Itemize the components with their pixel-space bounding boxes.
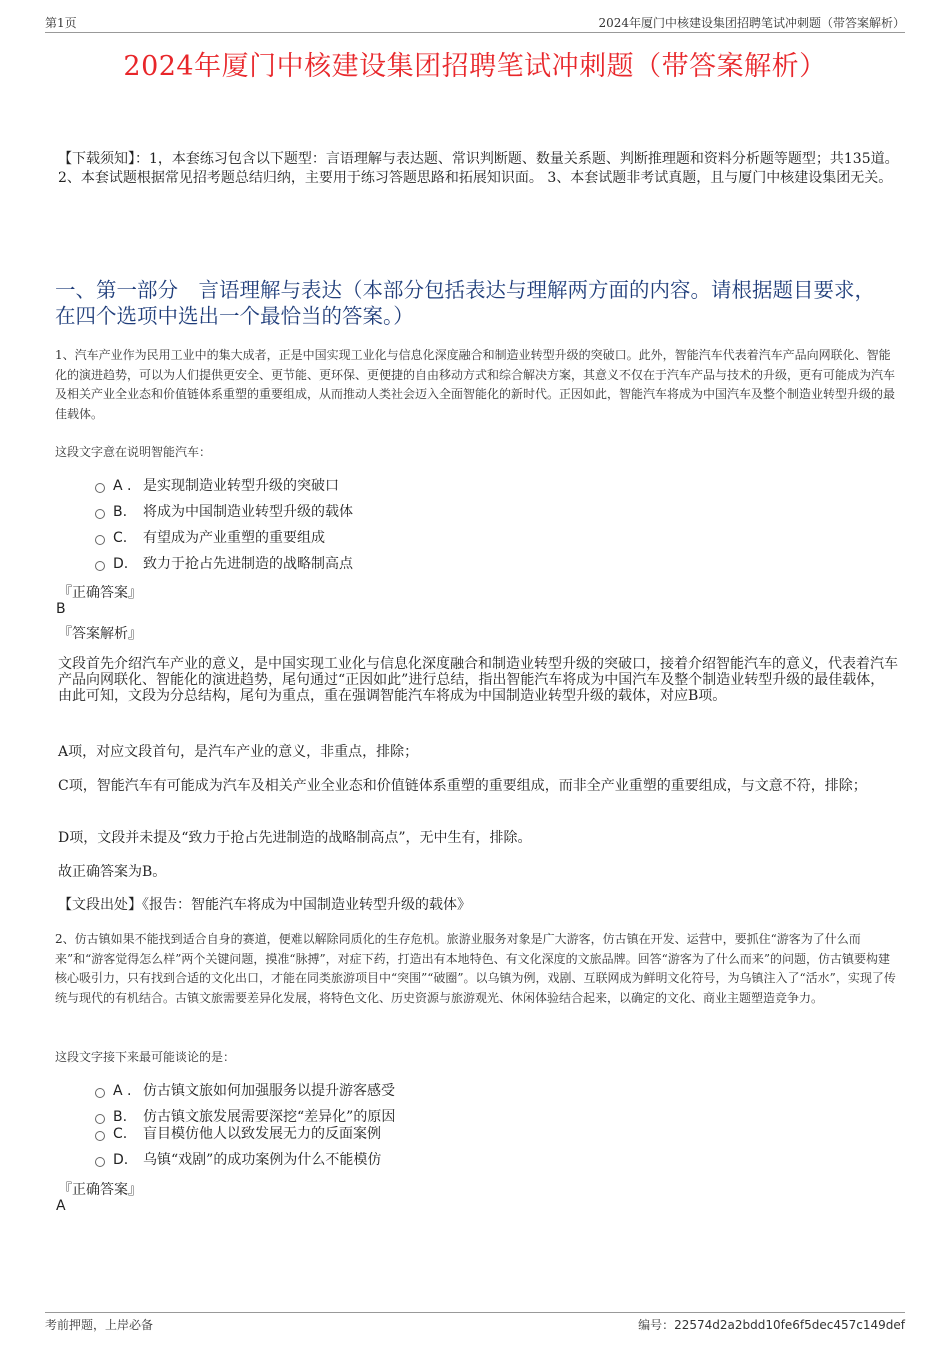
question-2-answer-label: 『正确答案』 xyxy=(58,1182,142,1198)
radio-icon[interactable] xyxy=(95,1088,105,1098)
page-header xyxy=(45,12,905,33)
question-1-analysis-paragraph: C项，智能汽车有可能成为汽车及相关产业全业态和价值链体系重塑的重要组成，而非全产业重塑的重要组成，与文意不符，排除； xyxy=(58,778,867,794)
section-title: 一、第一部分 言语理解与表达（本部分包括表达与理解两方面的内容。请根据题目要求，在四个选项中选出一个最恰当的答案。） xyxy=(55,278,875,328)
footer-slogan: 考前押题，上岸必备 xyxy=(45,1318,154,1332)
question-1-option-b[interactable] xyxy=(95,502,353,522)
question-2-prompt: 这段文字接下来最可能谈论的是： xyxy=(55,1050,236,1064)
option-text: 致力于抢占先进制造的战略制高点 xyxy=(143,556,353,572)
question-2-option-d[interactable] xyxy=(95,1150,381,1170)
option-letter: A . xyxy=(113,478,132,494)
option-letter: D. xyxy=(113,1152,129,1168)
question-2-option-c[interactable] xyxy=(95,1124,381,1144)
question-1-analysis-paragraph: 文段首先介绍汽车产业的意义，是中国实现工业化与信息化深度融合和制造业转型升级的突破口，接着介绍智能汽车的意义，代表着汽车产品向网联化、智能化的演进趋势，尾句通过“正因如此”进行总结，指出智能汽车将成为中国汽车及整个制造业转型升级的最佳载体，由此可知，文段为分总结构，尾句为重点，重在强调智能汽车将成为中国制造业转型升级的载体，对应B项。 xyxy=(58,656,898,704)
download-notice: 【下载须知】：1，本套练习包含以下题型：言语理解与表达题、常识判断题、数量关系题、判断推理题和资料分析题等题型；共135道。 2、本套试题根据常见招考题总结归纳，主要用于练习答题思路和拓展知识面。 3、本套试题非考试真题，且与厦门中核建设集团无关。 xyxy=(58,151,899,186)
radio-icon[interactable] xyxy=(95,1131,105,1141)
option-letter: B. xyxy=(113,504,128,520)
option-letter: B. xyxy=(113,1109,128,1125)
question-1-answer: B xyxy=(56,601,66,617)
question-1-option-a[interactable] xyxy=(95,476,339,496)
footer-code-label: 编号： xyxy=(638,1318,675,1332)
radio-icon[interactable] xyxy=(95,561,105,571)
option-text: 将成为中国制造业转型升级的载体 xyxy=(143,504,353,520)
question-2-text: 2、仿古镇如果不能找到适合自身的赛道，便难以解除同质化的生存危机。旅游业服务对象是广大游客，仿古镇在开发、运营中，要抓住“游客为了什么而来”和“游客觉得怎么样”两个关键问题，摸准“脉搏”，对症下药，打造出有本地特色、有文化深度的文旅品牌。回答“游客为了什么而来”的问题，仿古镇要构建核心吸引力，只有找到合适的文化出口，才能在同类旅游项目中“突围”“破圈”。以乌镇为例，戏剧、互联网成为鲜明文化符号，为乌镇注入了“活水”，实现了传统与现代的有机结合。古镇文旅需要差异化发展，将特色文化、历史资源与旅游观光、休闲体验结合起来，以确定的文化、商业主题塑造竞争力。 xyxy=(55,932,896,1005)
radio-icon[interactable] xyxy=(95,1157,105,1167)
question-1-analysis-paragraph: A项，对应文段首句，是汽车产业的意义，非重点，排除； xyxy=(58,744,419,760)
option-letter: C. xyxy=(113,530,128,546)
option-text: 乌镇“戏剧”的成功案例为什么不能模仿 xyxy=(143,1152,382,1168)
option-text: 是实现制造业转型升级的突破口 xyxy=(143,478,339,494)
question-1-source: 【文段出处】《报告：智能汽车将成为中国制造业转型升级的载体》 xyxy=(58,897,471,913)
question-1-text: 1、汽车产业作为民用工业中的集大成者，正是中国实现工业化与信息化深度融合和制造业转型升级的突破口。此外，智能汽车代表着汽车产品向网联化、智能化的演进趋势，可以为人们提供更安全、更节能、更环保、更便捷的自由移动方式和综合解决方案，其意义不仅在于汽车产品与技术的升级，更有可能成为汽车及相关产业全业态和价值链体系重塑的重要组成，从而推动人类社会迈入全面智能化的新时代。正因如此，智能汽车将成为中国汽车及整个制造业转型升级的最佳载体。 xyxy=(55,348,896,421)
question-2-option-a[interactable] xyxy=(95,1081,395,1101)
radio-icon[interactable] xyxy=(95,535,105,545)
page-number: 第1页 xyxy=(45,16,77,30)
option-text: 仿古镇文旅发展需要深挖“差异化”的原因 xyxy=(143,1109,396,1125)
question-1-prompt: 这段文字意在说明智能汽车： xyxy=(55,445,212,459)
question-1-analysis-label: 『答案解析』 xyxy=(58,626,142,642)
radio-icon[interactable] xyxy=(95,1114,105,1124)
question-1-option-d[interactable] xyxy=(95,554,353,574)
question-2-answer: A xyxy=(56,1198,66,1214)
page-footer xyxy=(45,1312,905,1338)
option-letter: A . xyxy=(113,1083,132,1099)
radio-icon[interactable] xyxy=(95,483,105,493)
option-text: 盲目模仿他人以致发展无力的反面案例 xyxy=(143,1126,381,1142)
option-letter: D. xyxy=(113,556,129,572)
radio-icon[interactable] xyxy=(95,509,105,519)
header-doc-title: 2024年厦门中核建设集团招聘笔试冲刺题（带答案解析） xyxy=(598,16,905,30)
question-1-analysis-paragraph: 故正确答案为B。 xyxy=(58,864,167,880)
question-1-answer-label: 『正确答案』 xyxy=(58,585,142,601)
footer-code xyxy=(638,1316,905,1333)
option-text: 有望成为产业重塑的重要组成 xyxy=(143,530,325,546)
footer-code-value: 22574d2a2bdd10fe6f5dec457c149def xyxy=(674,1318,905,1332)
option-text: 仿古镇文旅如何加强服务以提升游客感受 xyxy=(143,1083,395,1099)
option-letter: C. xyxy=(113,1126,128,1142)
question-1-analysis-paragraph: D项，文段并未提及“致力于抢占先进制造的战略制高点”，无中生有，排除。 xyxy=(58,830,532,846)
document-title: 2024年厦门中核建设集团招聘笔试冲刺题（带答案解析） xyxy=(123,51,827,82)
question-1-option-c[interactable] xyxy=(95,528,325,548)
